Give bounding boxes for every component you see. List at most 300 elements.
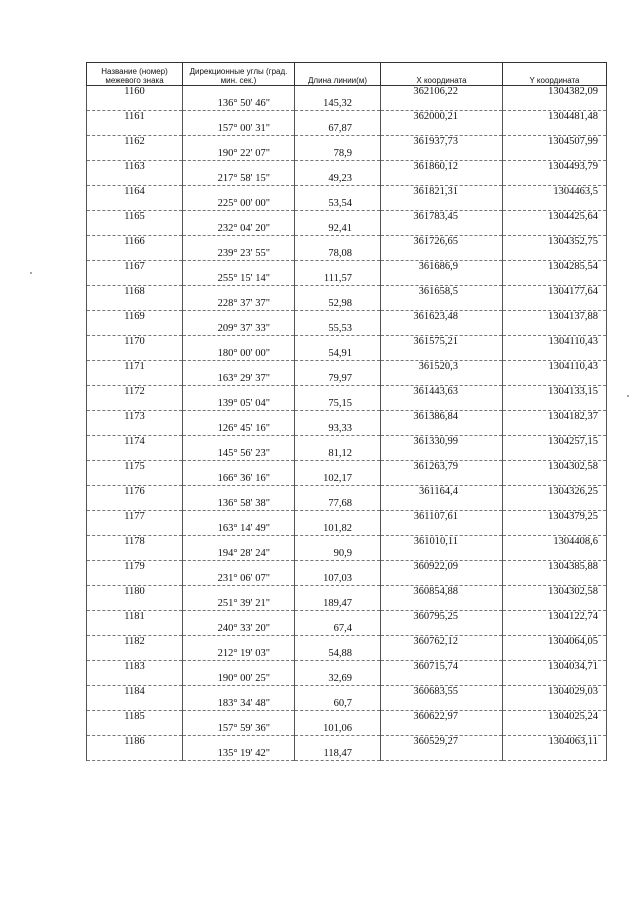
empty-cell [87,423,183,436]
empty-cell [183,636,295,649]
empty-cell [381,723,503,736]
empty-cell [503,623,607,636]
empty-cell [87,573,183,586]
empty-cell [381,523,503,536]
empty-cell [295,686,381,699]
empty-cell [183,436,295,449]
line-row [87,573,607,586]
y-coordinate: 1304182,37 [503,411,607,424]
empty-cell [87,123,183,136]
direction-angle: 139° 05' 04" [183,398,295,411]
empty-cell [87,523,183,536]
y-coordinate: 1304382,09 [503,86,607,99]
empty-cell [295,711,381,724]
direction-angle: 228° 37' 37" [183,298,295,311]
point-row [87,136,607,149]
x-coordinate: 361686,9 [381,261,503,274]
empty-cell [503,273,607,286]
empty-cell [381,273,503,286]
direction-angle: 183° 34' 48" [183,698,295,711]
empty-cell [295,411,381,424]
point-name: 1174 [87,436,183,449]
direction-angle: 240° 33' 20" [183,623,295,636]
line-length: 78,08 [295,248,381,261]
x-coordinate: 361783,45 [381,211,503,224]
boundary-coordinates-table [86,62,607,761]
empty-cell [503,748,607,761]
y-coordinate: 1304257,15 [503,436,607,449]
empty-cell [87,748,183,761]
x-coordinate: 360922,09 [381,561,503,574]
line-length: 54,91 [295,348,381,361]
y-coordinate: 1304025,24 [503,711,607,724]
empty-cell [295,361,381,374]
empty-cell [87,373,183,386]
line-length: 107,03 [295,573,381,586]
line-length: 93,33 [295,423,381,436]
empty-cell [87,698,183,711]
empty-cell [503,498,607,511]
line-length: 101,82 [295,523,381,536]
point-row [87,486,607,499]
empty-cell [87,648,183,661]
line-length: 102,17 [295,473,381,486]
line-length: 111,57 [295,273,381,286]
line-length: 118,47 [295,748,381,761]
point-name: 1176 [87,486,183,499]
empty-cell [183,586,295,599]
table-body [87,86,607,761]
empty-cell [503,523,607,536]
empty-cell [503,573,607,586]
empty-cell [87,473,183,486]
empty-cell [503,173,607,186]
line-length: 49,23 [295,173,381,186]
direction-angle: 190° 22' 07" [183,148,295,161]
empty-cell [183,136,295,149]
header-y: Y координата [503,63,607,86]
empty-cell [87,223,183,236]
line-row [87,448,607,461]
point-name: 1169 [87,311,183,324]
line-row [87,748,607,761]
y-coordinate: 1304064,05 [503,636,607,649]
empty-cell [295,186,381,199]
point-row [87,511,607,524]
empty-cell [503,348,607,361]
empty-cell [381,548,503,561]
point-row [87,536,607,549]
x-coordinate: 361164,4 [381,486,503,499]
x-coordinate: 361330,99 [381,436,503,449]
line-row [87,223,607,236]
point-name: 1173 [87,411,183,424]
line-length: 78,9 [295,148,381,161]
direction-angle: 180° 00' 00" [183,348,295,361]
empty-cell [503,698,607,711]
point-row [87,686,607,699]
empty-cell [381,423,503,436]
line-row [87,623,607,636]
x-coordinate: 360854,88 [381,586,503,599]
line-row [87,423,607,436]
empty-cell [503,548,607,561]
direction-angle: 209° 37' 33" [183,323,295,336]
empty-cell [183,261,295,274]
point-name: 1171 [87,361,183,374]
point-row [87,661,607,674]
empty-cell [381,648,503,661]
header-x: X координата [381,63,503,86]
line-length: 32,69 [295,673,381,686]
empty-cell [183,211,295,224]
empty-cell [503,98,607,111]
y-coordinate: 1304507,99 [503,136,607,149]
point-name: 1183 [87,661,183,674]
line-row [87,123,607,136]
empty-cell [381,323,503,336]
empty-cell [503,198,607,211]
empty-cell [87,548,183,561]
direction-angle: 212° 19' 03" [183,648,295,661]
line-row [87,298,607,311]
empty-cell [381,473,503,486]
line-length: 145,32 [295,98,381,111]
empty-cell [381,623,503,636]
x-coordinate: 361860,12 [381,161,503,174]
line-length: 189,47 [295,598,381,611]
empty-cell [87,98,183,111]
header-angle: Дирекционные углы (град. мин. сек.) [183,63,295,86]
empty-cell [381,348,503,361]
y-coordinate: 1304110,43 [503,361,607,374]
empty-cell [503,648,607,661]
direction-angle: 157° 00' 31" [183,123,295,136]
y-coordinate: 1304463,5 [503,186,607,199]
point-name: 1179 [87,561,183,574]
empty-cell [295,511,381,524]
x-coordinate: 360715,74 [381,661,503,674]
line-length: 67,4 [295,623,381,636]
point-name: 1161 [87,111,183,124]
direction-angle: 163° 14' 49" [183,523,295,536]
x-coordinate: 361937,73 [381,136,503,149]
line-row [87,398,607,411]
empty-cell [87,148,183,161]
empty-cell [381,448,503,461]
empty-cell [503,473,607,486]
line-row [87,698,607,711]
line-length: 55,53 [295,323,381,336]
x-coordinate: 362000,21 [381,111,503,124]
empty-cell [381,198,503,211]
empty-cell [295,636,381,649]
line-length: 101,06 [295,723,381,736]
line-length: 53,54 [295,198,381,211]
y-coordinate: 1304379,25 [503,511,607,524]
scan-speck [627,395,629,397]
empty-cell [381,148,503,161]
point-row [87,186,607,199]
point-row [87,386,607,399]
empty-cell [87,598,183,611]
empty-cell [503,323,607,336]
empty-cell [503,423,607,436]
header-length: Длина линии(м) [295,63,381,86]
point-row [87,611,607,624]
point-name: 1168 [87,286,183,299]
empty-cell [183,611,295,624]
empty-cell [381,223,503,236]
y-coordinate: 1304326,25 [503,486,607,499]
x-coordinate: 361107,61 [381,511,503,524]
line-row [87,348,607,361]
empty-cell [183,361,295,374]
empty-cell [183,161,295,174]
line-length: 92,41 [295,223,381,236]
empty-cell [183,561,295,574]
empty-cell [87,273,183,286]
line-length: 75,15 [295,398,381,411]
empty-cell [381,748,503,761]
empty-cell [295,561,381,574]
empty-cell [503,448,607,461]
y-coordinate: 1304408,6 [503,536,607,549]
empty-cell [381,398,503,411]
line-row [87,273,607,286]
direction-angle: 135° 19' 42" [183,748,295,761]
empty-cell [295,261,381,274]
empty-cell [381,173,503,186]
x-coordinate: 360762,12 [381,636,503,649]
point-name: 1163 [87,161,183,174]
empty-cell [503,248,607,261]
empty-cell [183,386,295,399]
empty-cell [295,161,381,174]
y-coordinate: 1304352,75 [503,236,607,249]
line-length: 54,88 [295,648,381,661]
direction-angle: 231° 06' 07" [183,573,295,586]
x-coordinate: 360622,97 [381,711,503,724]
empty-cell [295,536,381,549]
line-length: 52,98 [295,298,381,311]
empty-cell [87,298,183,311]
direction-angle: 194° 28' 24" [183,548,295,561]
empty-cell [381,98,503,111]
direction-angle: 157° 59' 36" [183,723,295,736]
empty-cell [183,111,295,124]
empty-cell [381,248,503,261]
empty-cell [183,311,295,324]
empty-cell [381,373,503,386]
direction-angle: 251° 39' 21" [183,598,295,611]
x-coordinate: 361443,63 [381,386,503,399]
line-row [87,248,607,261]
direction-angle: 232° 04' 20" [183,223,295,236]
empty-cell [87,348,183,361]
point-row [87,561,607,574]
line-row [87,498,607,511]
x-coordinate: 361520,3 [381,361,503,374]
point-row [87,261,607,274]
line-row [87,98,607,111]
y-coordinate: 1304122,74 [503,611,607,624]
line-length: 67,87 [295,123,381,136]
line-length: 81,12 [295,448,381,461]
empty-cell [295,486,381,499]
empty-cell [295,286,381,299]
point-row [87,461,607,474]
line-row [87,523,607,536]
empty-cell [87,398,183,411]
point-name: 1185 [87,711,183,724]
empty-cell [503,123,607,136]
point-name: 1182 [87,636,183,649]
line-row [87,598,607,611]
boundary-coordinates-document [86,62,606,761]
empty-cell [183,86,295,99]
empty-cell [381,673,503,686]
direction-angle: 136° 58' 38" [183,498,295,511]
empty-cell [295,236,381,249]
empty-cell [87,198,183,211]
y-coordinate: 1304481,48 [503,111,607,124]
empty-cell [295,461,381,474]
empty-cell [183,711,295,724]
x-coordinate: 361726,65 [381,236,503,249]
empty-cell [87,323,183,336]
direction-angle: 126° 45' 16" [183,423,295,436]
point-name: 1177 [87,511,183,524]
line-row [87,323,607,336]
y-coordinate: 1304425,64 [503,211,607,224]
empty-cell [295,661,381,674]
point-name: 1160 [87,86,183,99]
point-name: 1164 [87,186,183,199]
point-name: 1175 [87,461,183,474]
point-row [87,286,607,299]
empty-cell [295,111,381,124]
point-row [87,336,607,349]
point-name: 1162 [87,136,183,149]
empty-cell [503,598,607,611]
direction-angle: 217° 58' 15" [183,173,295,186]
line-row [87,198,607,211]
empty-cell [381,573,503,586]
direction-angle: 166° 36' 16" [183,473,295,486]
empty-cell [87,448,183,461]
empty-cell [183,536,295,549]
point-name: 1172 [87,386,183,399]
y-coordinate: 1304285,54 [503,261,607,274]
point-name: 1167 [87,261,183,274]
empty-cell [295,86,381,99]
y-coordinate: 1304063,11 [503,736,607,749]
scan-speck [30,272,32,274]
direction-angle: 255° 15' 14" [183,273,295,286]
y-coordinate: 1304493,79 [503,161,607,174]
empty-cell [381,598,503,611]
line-row [87,648,607,661]
empty-cell [183,411,295,424]
x-coordinate: 360795,25 [381,611,503,624]
empty-cell [295,436,381,449]
y-coordinate: 1304302,58 [503,586,607,599]
x-coordinate: 361575,21 [381,336,503,349]
empty-cell [381,123,503,136]
empty-cell [295,611,381,624]
line-row [87,723,607,736]
empty-cell [87,173,183,186]
point-name: 1165 [87,211,183,224]
y-coordinate: 1304029,03 [503,686,607,699]
empty-cell [295,311,381,324]
direction-angle: 145° 56' 23" [183,448,295,461]
direction-angle: 136° 50' 46" [183,98,295,111]
x-coordinate: 361658,5 [381,286,503,299]
y-coordinate: 1304034,71 [503,661,607,674]
empty-cell [183,736,295,749]
table-header-row [87,63,607,86]
direction-angle: 190° 00' 25" [183,673,295,686]
empty-cell [183,461,295,474]
empty-cell [183,336,295,349]
empty-cell [183,486,295,499]
direction-angle: 239° 23' 55" [183,248,295,261]
direction-angle: 163° 29' 37" [183,373,295,386]
point-row [87,711,607,724]
point-name: 1180 [87,586,183,599]
line-length: 77,68 [295,498,381,511]
line-length: 60,7 [295,698,381,711]
x-coordinate: 360529,27 [381,736,503,749]
line-row [87,548,607,561]
empty-cell [503,398,607,411]
empty-cell [183,186,295,199]
header-name: Название (номер) межевого знака [87,63,183,86]
x-coordinate: 362106,22 [381,86,503,99]
empty-cell [503,673,607,686]
empty-cell [381,498,503,511]
empty-cell [295,736,381,749]
empty-cell [183,686,295,699]
point-row [87,111,607,124]
empty-cell [183,661,295,674]
point-name: 1170 [87,336,183,349]
empty-cell [503,148,607,161]
x-coordinate: 361010,11 [381,536,503,549]
line-row [87,473,607,486]
point-row [87,636,607,649]
x-coordinate: 361623,48 [381,311,503,324]
point-row [87,236,607,249]
line-row [87,173,607,186]
empty-cell [87,248,183,261]
empty-cell [183,511,295,524]
point-row [87,586,607,599]
point-row [87,311,607,324]
empty-cell [87,498,183,511]
empty-cell [87,623,183,636]
y-coordinate: 1304177,64 [503,286,607,299]
x-coordinate: 361821,31 [381,186,503,199]
empty-cell [503,223,607,236]
direction-angle: 225° 00' 00" [183,198,295,211]
y-coordinate: 1304385,88 [503,561,607,574]
line-row [87,148,607,161]
empty-cell [503,373,607,386]
line-row [87,673,607,686]
